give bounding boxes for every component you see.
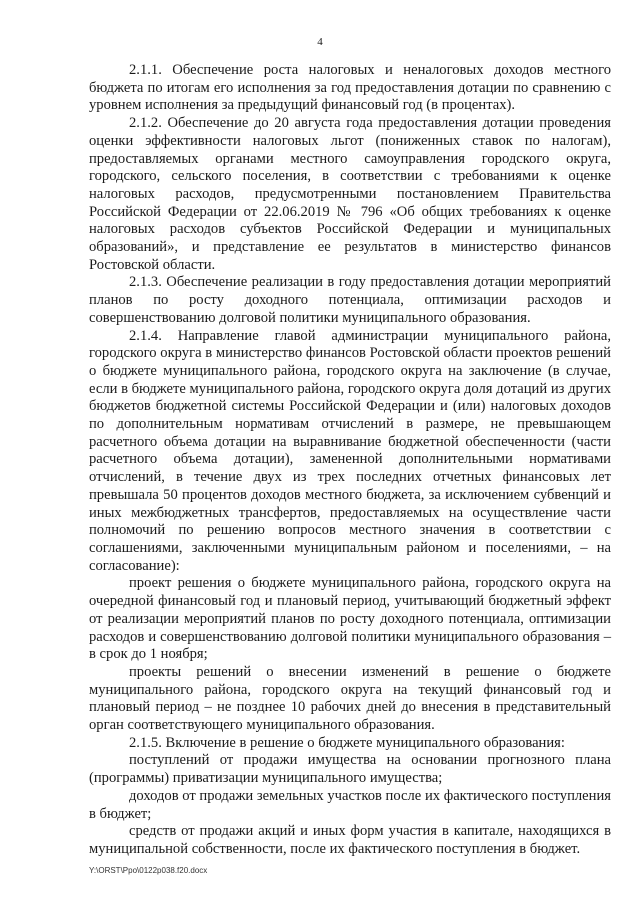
paragraph-2-1-4: 2.1.4. Направление главой администрации муниципального района, городского округа в министерство финансов Ростовской области проектов решений о бюджете муниципального района, городского округа на заключение (в случае, если в бюджете муниципального района, городского округа доля дотаций из других бюджетов бюджетной системы Российской Федерации и (или) налоговых доходов по дополнительным нормативам отчислений в размере, не превышающем расчетного объема дотации на выравнивание бюджетной обеспеченности (части расчетного объема дотации), замененной дополнительными нормативами отчислений, в течение двух из трех последних отчетных финансовых лет превышала 50 процентов доходов местного бюджета, за исключением субвенций и иных межбюджетных трансфертов, предоставляемых на осуществление части полномочий по решению вопросов местного значения в соответствии с соглашениями, заключенными муниципальным районом и поселениями, – на согласование): (89, 327, 611, 574)
paragraph-property-sales: поступлений от продажи имущества на основании прогнозного плана (программы) приватизации муниципального имущества; (89, 752, 611, 787)
paragraph-budget-amendments: проекты решений о внесении изменений в решение о бюджете муниципального района, городского округа на текущий финансовый год и плановый период – не позднее 10 рабочих дней до внесения в представительный орган соответствующего муниципального образования. (89, 663, 611, 734)
paragraph-2-1-1: 2.1.1. Обеспечение роста налоговых и неналоговых доходов местного бюджета по итогам его исполнения за год предоставления дотации по сравнению с уровнем исполнения за предыдущий финансовый год (в процентах). (89, 62, 611, 114)
file-path-footer: Y:\ORST\Ppo\0122p038.f20.docx (89, 866, 208, 875)
paragraph-2-1-5: 2.1.5. Включение в решение о бюджете муниципального образования: (129, 734, 565, 751)
paragraph-2-1-3: 2.1.3. Обеспечение реализации в году предоставления дотации мероприятий планов по росту доходного потенциала, оптимизации расходов и совершенствованию долговой политики муниципального образования. (89, 274, 611, 326)
paragraph-2-1-2: 2.1.2. Обеспечение до 20 августа года предоставления дотации проведения оценки эффективности налоговых льгот (пониженных ставок по налогам), предоставляемых органами местного самоуправления городского округа, городского, сельского поселения, в соответствии с требованиями к оценке налоговых расходов, предусмотренными постановлением Правительства Российской Федерации от 22.06.2019 № 796 «Об общих требованиях к оценке налоговых расходов субъектов Российской Федерации и муниципальных образований», и представление ее результатов в министерство финансов Ростовской области. (89, 115, 611, 273)
paragraph-share-sales: средств от продажи акций и иных форм участия в капитале, находящихся в муниципальной собственности, после их фактического поступления в бюджет. (89, 823, 611, 857)
paragraph-land-sales: доходов от продажи земельных участков после их фактического поступления в бюджет; (89, 787, 611, 822)
page-number: 4 (317, 36, 323, 48)
document-body (89, 62, 611, 859)
paragraph-budget-draft: проект решения о бюджете муниципального района, городского округа на очередной финансовый год и плановый период, учитывающий бюджетный эффект от реализации мероприятий планов по росту доходного потенциала, оптимизации расходов и совершенствованию долговой политики муниципального образования – в срок до 1 ноября; (89, 575, 611, 663)
